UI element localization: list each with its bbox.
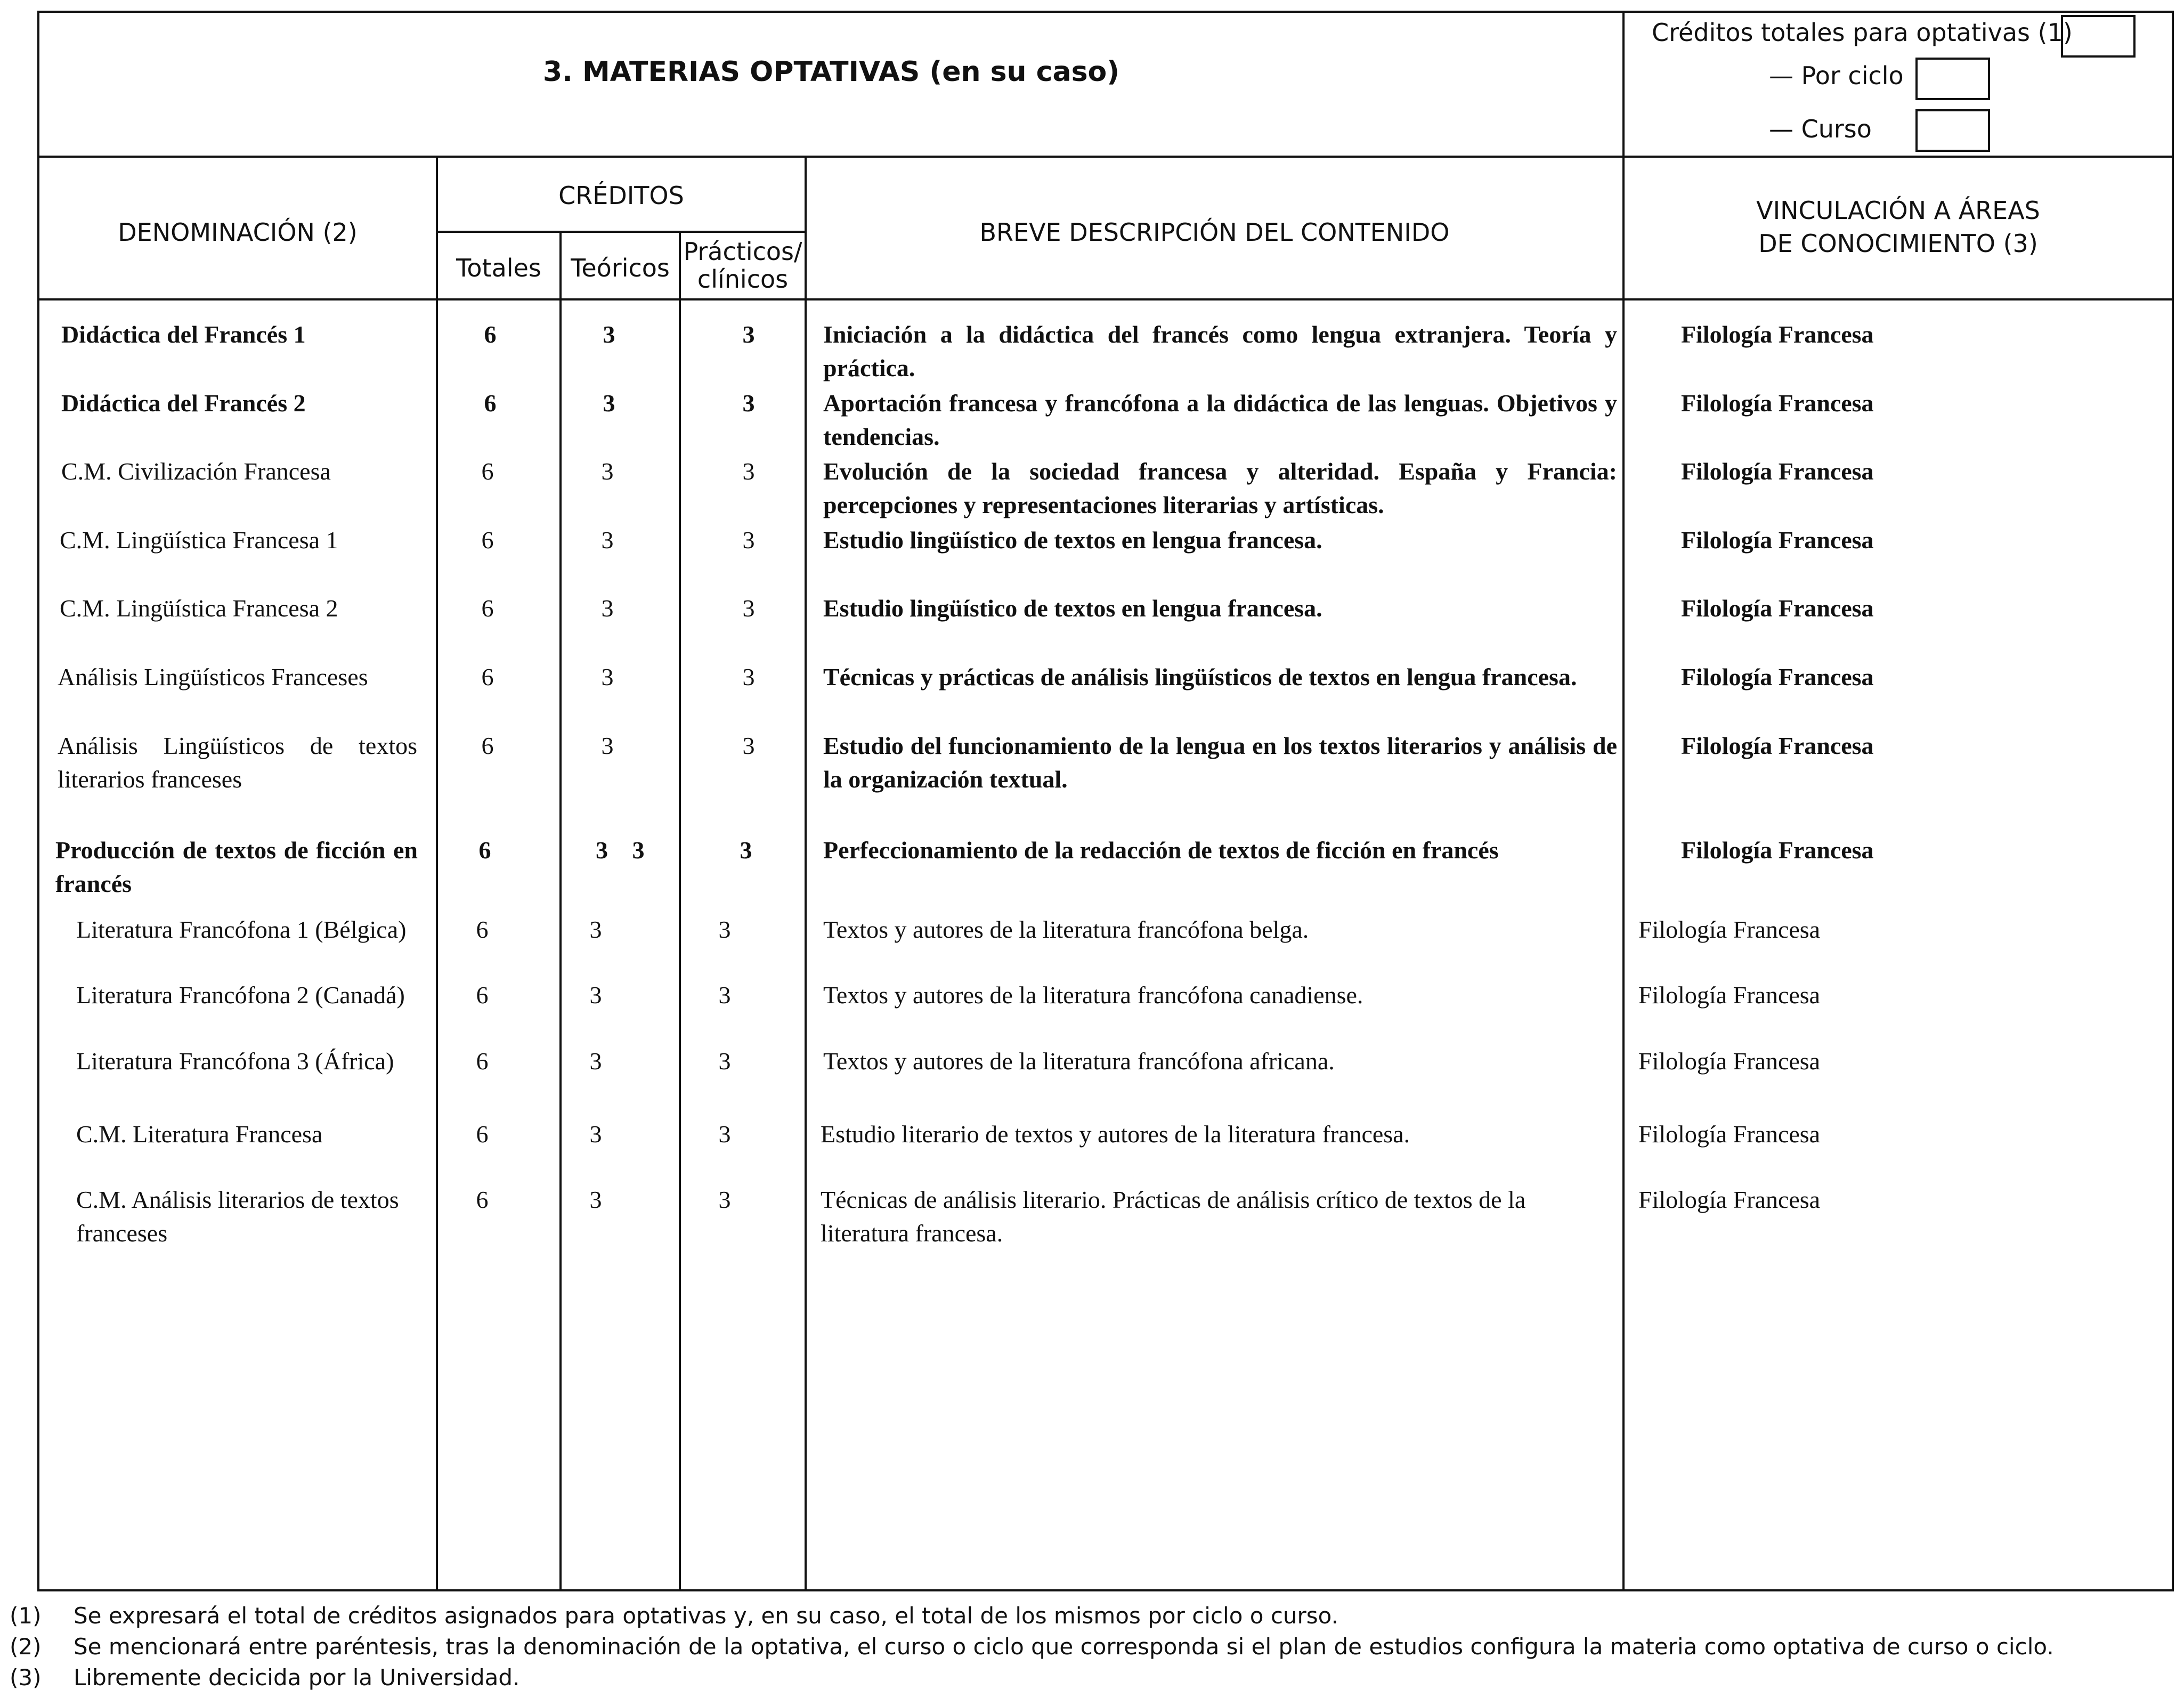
row-practicos: 3 <box>718 1120 731 1148</box>
row-area: Filología Francesa <box>1681 458 1874 485</box>
row-practicos: 3 <box>718 981 731 1009</box>
row-area: Filología Francesa <box>1681 389 1874 417</box>
row-practicos: 3 <box>742 595 755 622</box>
row-totales: 6 <box>476 916 489 943</box>
row-teoricos: 3 <box>589 916 602 943</box>
footnote-1-number: (1) <box>10 1603 42 1629</box>
row-practicos: 3 <box>742 526 755 554</box>
row-area: Filología Francesa <box>1681 836 1874 864</box>
row-practicos: 3 <box>718 1186 731 1213</box>
row-area: Filología Francesa <box>1638 916 1821 943</box>
row-totales: 6 <box>478 836 491 864</box>
footnote-2-text: Se mencionará entre paréntesis, tras la denominación de la optativa, el curso o ciclo que corresponda si el plan de estudios configura la materia como optativa de curso o ciclo. <box>74 1634 2054 1660</box>
row-teoricos: 3 <box>603 321 615 348</box>
row-denominacion: C.M. Lingüística Francesa 1 <box>60 526 338 554</box>
header-teoricos: Teóricos <box>571 254 670 282</box>
row-totales: 6 <box>484 321 497 348</box>
row-teoricos: 3 <box>601 526 614 554</box>
por-ciclo-label: — Por ciclo <box>1769 61 1904 90</box>
row-practicos: 3 <box>742 732 755 759</box>
row-denominacion: C.M. Civilización Francesa <box>61 458 331 485</box>
row-area: Filología Francesa <box>1681 663 1874 690</box>
row-denominacion: Didáctica del Francés 2 <box>61 389 306 417</box>
row-teoricos: 3 <box>603 389 615 417</box>
header-practicos <box>681 238 805 293</box>
header-creditos: CRÉDITOS <box>558 181 684 210</box>
curso-label: — Curso <box>1769 115 1872 143</box>
row-totales: 6 <box>484 389 497 417</box>
row-totales: 6 <box>481 458 494 485</box>
footnote-2-number: (2) <box>10 1634 42 1660</box>
curso-box[interactable] <box>1915 109 1990 152</box>
row-descripcion: Iniciación a la didáctica del francés como lengua extranjera. Teoría y práctica. <box>823 321 1617 381</box>
row-totales: 6 <box>476 1047 489 1075</box>
row-teoricos: 3 <box>601 663 614 690</box>
row-area: Filología Francesa <box>1638 1047 1821 1075</box>
row-area: Filología Francesa <box>1638 1120 1821 1148</box>
row-descripcion: Evolución de la sociedad francesa y alteridad. España y Francia: percepciones y representaciones literarias y artísticas. <box>823 458 1617 518</box>
row-denominacion: Literatura Francófona 2 (Canadá) <box>76 981 405 1009</box>
row-area: Filología Francesa <box>1681 732 1874 759</box>
row-denominacion: C.M. Lingüística Francesa 2 <box>60 595 338 622</box>
row-totales: 6 <box>476 1120 489 1148</box>
row-teoricos: 3 <box>589 1120 602 1148</box>
row-practicos: 3 <box>742 458 755 485</box>
footnote-1-text: Se expresará el total de créditos asignados para optativas y, en su caso, el total de los mismos por ciclo o curso. <box>74 1603 1338 1629</box>
creditos-totales-box[interactable] <box>2061 15 2136 58</box>
row-descripcion: Técnicas y prácticas de análisis lingüísticos de textos en lengua francesa. <box>823 663 1577 690</box>
row-descripcion: Textos y autores de la literatura francófona belga. <box>823 916 1309 943</box>
row-totales: 6 <box>476 1186 489 1213</box>
row-area: Filología Francesa <box>1638 981 1821 1009</box>
row-descripcion: Textos y autores de la literatura francófona canadiense. <box>823 981 1363 1009</box>
row-teoricos: 3 <box>589 1186 602 1213</box>
row-teoricos: 3 <box>601 595 614 622</box>
row-denominacion: Producción de textos de ficción en francés <box>55 836 418 897</box>
row-denominacion: Literatura Francófona 3 (África) <box>76 1047 394 1075</box>
footnote-2 <box>10 1634 2054 1660</box>
row-practicos: 3 <box>742 321 755 348</box>
row-totales: 6 <box>481 663 494 690</box>
header-vinculacion-line2: DE CONOCIMIENTO (3) <box>1758 229 2038 258</box>
row-descripcion: Estudio lingüístico de textos en lengua francesa. <box>823 595 1322 622</box>
row-denominacion: C.M. Análisis literarios de textos franceses <box>76 1186 399 1247</box>
row-practicos: 3 <box>718 916 731 943</box>
row-teoricos: 3 <box>589 1047 602 1075</box>
row-area: Filología Francesa <box>1638 1186 1821 1213</box>
row-descripcion: Perfeccionamiento de la redacción de textos de ficción en francés <box>823 836 1499 864</box>
row-descripcion: Estudio lingüístico de textos en lengua francesa. <box>823 526 1322 554</box>
row-descripcion: Estudio literario de textos y autores de la literatura francesa. <box>821 1120 1410 1148</box>
page-title: 3. MATERIAS OPTATIVAS (en su caso) <box>542 56 1120 88</box>
header-vinculacion-line1: VINCULACIÓN A ÁREAS <box>1756 196 2040 225</box>
row-denominacion: Análisis Lingüísticos de textos literarios franceses <box>58 732 417 793</box>
row-descripcion: Textos y autores de la literatura francófona africana. <box>823 1047 1335 1075</box>
row-totales: 6 <box>481 526 494 554</box>
footnote-3-number: (3) <box>10 1664 42 1691</box>
row-denominacion: Análisis Lingüísticos Franceses <box>58 663 368 690</box>
row-teoricos: 3 <box>589 981 602 1009</box>
row-descripcion: Estudio del funcionamiento de la lengua en los textos literarios y análisis de la organización textual. <box>823 732 1617 793</box>
por-ciclo-box[interactable] <box>1915 58 1990 100</box>
row-practicos: 3 <box>718 1047 731 1075</box>
row-teoricos: 3 <box>601 732 614 759</box>
header-vinculacion <box>1625 194 2172 260</box>
row-area: Filología Francesa <box>1681 526 1874 554</box>
row-totales: 6 <box>481 732 494 759</box>
row-teoricos: 3 3 <box>596 836 645 864</box>
row-totales: 6 <box>476 981 489 1009</box>
footnote-3-text: Libremente decicida por la Universidad. <box>74 1664 520 1691</box>
header-practicos-line1: Prácticos/ <box>683 237 802 266</box>
row-descripcion: Técnicas de análisis literario. Prácticas de análisis crítico de textos de la literatura francesa. <box>821 1186 1526 1247</box>
header-totales: Totales <box>456 254 541 282</box>
row-teoricos: 3 <box>601 458 614 485</box>
header-denominacion: DENOMINACIÓN (2) <box>118 218 358 247</box>
row-denominacion: Literatura Francófona 1 (Bélgica) <box>76 916 407 943</box>
row-denominacion: Didáctica del Francés 1 <box>61 321 306 348</box>
footnote-3 <box>10 1664 519 1691</box>
header-descripcion: BREVE DESCRIPCIÓN DEL CONTENIDO <box>979 218 1450 247</box>
row-practicos: 3 <box>742 663 755 690</box>
row-denominacion: C.M. Literatura Francesa <box>76 1120 323 1148</box>
row-practicos: 3 <box>740 836 752 864</box>
footnote-1 <box>10 1603 1338 1629</box>
row-totales: 6 <box>481 595 494 622</box>
row-area: Filología Francesa <box>1681 595 1874 622</box>
row-area: Filología Francesa <box>1681 321 1874 348</box>
header-practicos-line2: clínicos <box>697 265 789 294</box>
row-practicos: 3 <box>742 389 755 417</box>
creditos-totales-label: Créditos totales para optativas (1) <box>1652 18 2073 47</box>
row-descripcion: Aportación francesa y francófona a la didáctica de las lenguas. Objetivos y tendencias. <box>823 389 1617 450</box>
